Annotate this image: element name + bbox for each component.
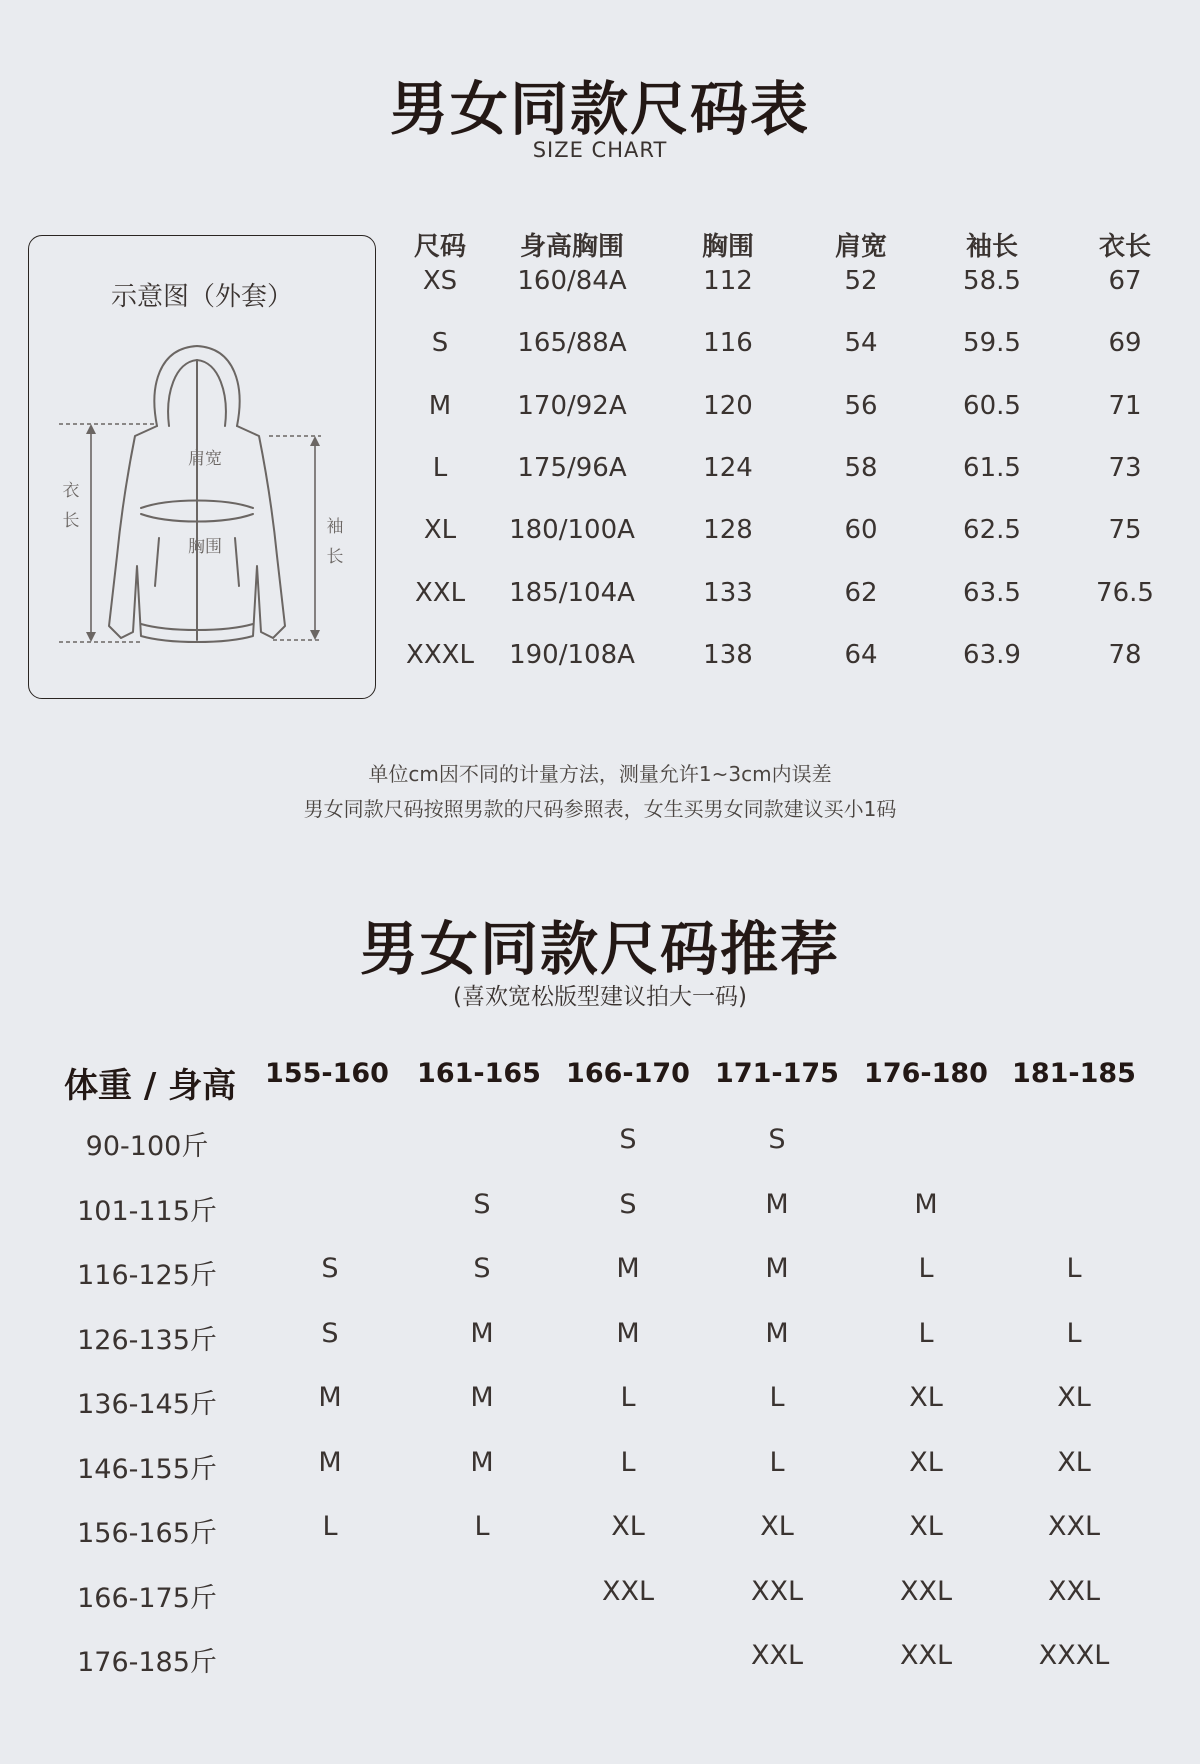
- size-cell: XS: [422, 266, 458, 296]
- column-header: 胸围: [701, 232, 755, 262]
- jacket-illustration: [29, 236, 375, 698]
- recommended-size: XXL: [750, 1640, 804, 1671]
- recommended-size: M: [318, 1382, 342, 1413]
- recommended-size: XXL: [1047, 1575, 1101, 1607]
- recommended-size: M: [318, 1446, 342, 1478]
- measurement-cell: 60: [844, 515, 878, 546]
- column-header: 衣长: [1098, 232, 1152, 262]
- weight-label: 136-145斤: [77, 1389, 217, 1420]
- height-header: 161-165: [417, 1058, 541, 1089]
- column-header: 袖长: [965, 232, 1019, 262]
- size-table-row: [390, 640, 1190, 680]
- column-header: 肩宽: [834, 232, 888, 262]
- size-table-row: [390, 328, 1190, 368]
- recommended-size: XL: [611, 1511, 645, 1542]
- recommend-row: [0, 1253, 1200, 1293]
- recommended-size: M: [470, 1317, 494, 1349]
- measurement-cell: 67: [1108, 266, 1142, 296]
- body-length-label-1: 衣: [62, 481, 80, 501]
- body-length-label-2: 长: [62, 511, 80, 531]
- measurement-cell: 185/104A: [509, 577, 635, 608]
- measurement-cell: 58.5: [963, 266, 1021, 296]
- measurement-cell: 62.5: [963, 515, 1021, 546]
- recommended-size: L: [322, 1511, 338, 1542]
- measurement-cell: 175/96A: [517, 452, 627, 483]
- measurement-cell: 120: [703, 390, 753, 421]
- recommended-size: M: [765, 1188, 789, 1220]
- weight-height-label: 体重 / 身高: [64, 1066, 237, 1106]
- recommended-size: S: [768, 1124, 786, 1155]
- page-subtitle: SIZE CHART: [532, 138, 668, 162]
- measurement-cell: 58: [844, 452, 878, 483]
- recommended-size: L: [918, 1317, 934, 1349]
- recommended-size: L: [474, 1511, 490, 1542]
- measurement-cell: 116: [703, 328, 753, 359]
- height-header: 181-185: [1012, 1058, 1136, 1089]
- recommended-size: M: [616, 1317, 640, 1349]
- size-table-row: [390, 578, 1190, 618]
- recommend-row: [0, 1382, 1200, 1422]
- recommended-size: L: [1066, 1253, 1082, 1284]
- size-cell: L: [432, 452, 448, 483]
- measurement-cell: 75: [1108, 515, 1142, 546]
- measurement-cell: 56: [844, 390, 878, 421]
- recommended-size: XXL: [899, 1575, 953, 1607]
- diagram-caption: 示意图（外套）: [110, 282, 293, 312]
- measurement-cell: 76.5: [1096, 577, 1154, 608]
- recommended-size: S: [321, 1253, 339, 1284]
- measurement-cell: 165/88A: [517, 328, 627, 359]
- height-header: 166-170: [566, 1058, 690, 1089]
- measurement-cell: 124: [703, 452, 753, 483]
- recommended-size: XL: [1057, 1382, 1091, 1413]
- recommended-size: XL: [909, 1382, 943, 1413]
- shoulder-label: 肩宽: [188, 449, 222, 469]
- weight-label: 156-165斤: [77, 1518, 217, 1549]
- recommended-size: M: [765, 1317, 789, 1349]
- recommended-size: S: [473, 1188, 491, 1220]
- measurement-cell: 59.5: [963, 328, 1021, 359]
- weight-label: 101-115斤: [77, 1195, 217, 1227]
- size-cell: S: [431, 328, 449, 359]
- recommend-row: [0, 1318, 1200, 1358]
- recommend-row: [0, 1189, 1200, 1229]
- recommended-size: L: [769, 1446, 785, 1478]
- weight-label: 90-100斤: [85, 1131, 209, 1162]
- recommended-size: XXL: [899, 1640, 953, 1671]
- recommended-size: M: [914, 1188, 938, 1220]
- recommended-size: S: [619, 1188, 637, 1220]
- chest-label: 胸围: [188, 537, 222, 557]
- size-table-row: [390, 266, 1190, 306]
- recommended-size: XL: [909, 1446, 943, 1478]
- size-cell: XL: [423, 515, 457, 546]
- measurement-cell: 71: [1108, 390, 1142, 421]
- weight-label: 166-175斤: [77, 1582, 217, 1614]
- weight-label: 116-125斤: [77, 1260, 217, 1291]
- column-header: 尺码: [413, 232, 467, 262]
- size-table-row: [390, 515, 1190, 555]
- measurement-cell: 64: [844, 639, 878, 670]
- measurement-cell: 180/100A: [509, 515, 635, 546]
- recommended-size: XL: [1057, 1446, 1091, 1478]
- note-line-2: 男女同款尺码按照男款的尺码参照表，女生买男女同款建议买小1码: [303, 797, 897, 821]
- size-table-row: [390, 391, 1190, 431]
- measurement-cell: 190/108A: [509, 639, 635, 670]
- recommended-size: XXXL: [1038, 1640, 1110, 1671]
- note-line-1: 单位cm因不同的计量方法，测量允许1~3cm内误差: [368, 762, 832, 786]
- page-title: 男女同款尺码表: [389, 75, 810, 143]
- recommended-size: L: [918, 1253, 934, 1284]
- recommended-size: XXL: [750, 1575, 804, 1607]
- height-header: 176-180: [864, 1058, 988, 1089]
- recommend-row: [0, 1447, 1200, 1487]
- size-table-header: [390, 226, 1190, 266]
- measurement-cell: 78: [1108, 639, 1142, 670]
- measurement-cell: 133: [703, 577, 753, 608]
- size-cell: M: [428, 390, 452, 421]
- measurement-cell: 63.5: [963, 577, 1021, 608]
- measurement-cell: 69: [1108, 328, 1142, 359]
- measurement-cell: 54: [844, 328, 878, 359]
- recommend-subtitle: (喜欢宽松版型建议拍大一码): [453, 984, 747, 1010]
- measurement-cell: 128: [703, 515, 753, 546]
- size-table-row: [390, 453, 1190, 493]
- recommended-size: L: [769, 1382, 785, 1413]
- recommend-row: [0, 1511, 1200, 1551]
- sleeve-length-label-2: 长: [326, 547, 344, 567]
- measurement-cell: 138: [703, 639, 753, 670]
- sleeve-length-label-1: 袖: [326, 517, 344, 537]
- weight-label: 126-135斤: [77, 1324, 217, 1356]
- recommended-size: S: [321, 1317, 339, 1349]
- height-header: 171-175: [715, 1058, 839, 1089]
- size-cell: XXL: [414, 577, 466, 608]
- recommend-title: 男女同款尺码推荐: [359, 915, 840, 983]
- recommend-row: [0, 1576, 1200, 1616]
- recommend-row: [0, 1124, 1200, 1164]
- recommended-size: XL: [760, 1511, 794, 1542]
- recommended-size: L: [620, 1446, 636, 1478]
- weight-label: 176-185斤: [77, 1647, 217, 1678]
- recommended-size: XXL: [601, 1575, 655, 1607]
- measurement-cell: 60.5: [963, 390, 1021, 421]
- recommended-size: M: [470, 1382, 494, 1413]
- measurement-cell: 61.5: [963, 452, 1021, 483]
- measurement-cell: 170/92A: [517, 390, 627, 421]
- height-header: 155-160: [265, 1058, 389, 1089]
- recommended-size: S: [619, 1124, 637, 1155]
- size-cell: XXXL: [406, 639, 474, 670]
- measurement-cell: 160/84A: [517, 266, 627, 296]
- recommended-size: M: [470, 1446, 494, 1478]
- recommended-size: M: [616, 1253, 640, 1284]
- measurement-diagram: [28, 235, 376, 699]
- recommend-row: [0, 1640, 1200, 1680]
- weight-label: 146-155斤: [77, 1453, 217, 1485]
- recommended-size: S: [473, 1253, 491, 1284]
- measurement-cell: 62: [844, 577, 878, 608]
- measurement-cell: 73: [1108, 452, 1142, 483]
- measurement-cell: 52: [844, 266, 878, 296]
- recommended-size: XXL: [1047, 1511, 1101, 1542]
- recommend-header: [0, 1058, 1200, 1106]
- column-header: 身高胸围: [519, 232, 625, 262]
- recommended-size: L: [1066, 1317, 1082, 1349]
- recommended-size: XL: [909, 1511, 943, 1542]
- recommended-size: L: [620, 1382, 636, 1413]
- measurement-cell: 112: [703, 266, 753, 296]
- recommended-size: M: [765, 1253, 789, 1284]
- measurement-cell: 63.9: [963, 639, 1021, 670]
